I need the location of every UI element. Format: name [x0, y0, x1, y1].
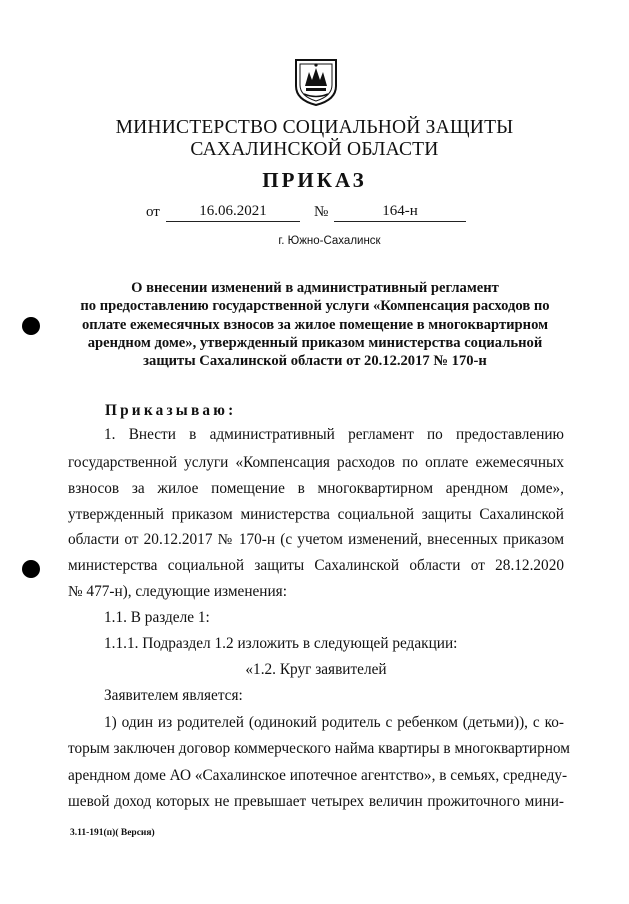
body-line: 1. Внести в административный регламент по предоставлению	[104, 426, 564, 443]
body-line: Заявителем является:	[104, 687, 243, 704]
subject-line-1: О внесении изменений в административный регламент	[131, 280, 499, 296]
city-name: г. Южно-Сахалинск	[278, 235, 381, 247]
date-number-row	[0, 203, 629, 225]
version-footer: 3.11-191(п)( Версия)	[70, 828, 155, 838]
punch-hole	[22, 317, 40, 335]
body-line: 1.1.1. Подраздел 1.2 изложить в следующей редакции:	[104, 635, 458, 652]
body-line: государственной услуги «Компенсация расходов по оплате ежемесячных	[68, 454, 564, 471]
date-field: 16.06.2021	[166, 203, 300, 222]
order-subject	[60, 279, 570, 370]
body-line: 1.1. В разделе 1:	[104, 609, 210, 626]
subject-line-2: по предоставлению государственной услуги «Компенсация расходов по	[80, 298, 550, 315]
coat-of-arms-emblem	[292, 56, 340, 106]
number-field: 164-н	[334, 203, 466, 222]
body-line: утвержденный приказом министерства социальной защиты Сахалинской	[68, 506, 564, 523]
date-label: от	[146, 204, 160, 220]
body-line: 1) один из родителей (одинокий родитель с ребенком (детьми)), с ко-	[104, 714, 564, 731]
ministry-line-1: МИНИСТЕРСТВО СОЦИАЛЬНОЙ ЗАЩИТЫ	[115, 117, 514, 138]
subject-line-3: оплате ежемесячных взносов за жилое помещение в многоквартирном	[81, 316, 549, 333]
body-line: министерства социальной защиты Сахалинской области от 28.12.2020	[68, 557, 564, 574]
city-line	[0, 235, 629, 247]
body-line: № 477-н), следующие изменения:	[68, 583, 287, 600]
punch-hole	[22, 560, 40, 578]
ministry-line-2: САХАЛИНСКОЙ ОБЛАСТИ	[190, 139, 439, 160]
body-line: «1.2. Круг заявителей	[245, 661, 387, 678]
subject-line-5: защиты Сахалинской области от 20.12.2017 № 170-н	[143, 353, 487, 370]
order-title: ПРИКАЗ	[262, 168, 367, 192]
body-line: арендном доме АО «Сахалинское ипотечное агентство», в семьях, среднеду-	[68, 767, 568, 784]
body-line: торым заключен договор коммерческого найма квартиры в многоквартирном	[68, 740, 570, 757]
body-line: взносов за жилое помещение в многоквартирном арендном доме»,	[68, 480, 564, 497]
prikazyvayu-heading: Приказываю:	[105, 402, 237, 419]
subject-line-4: арендном доме», утвержденный приказом министерства социальной	[87, 334, 543, 351]
body-line: шевой доход которых не превышает четырех величин прожиточного мини-	[68, 793, 564, 810]
ministry-name	[0, 117, 629, 161]
body-line: области от 20.12.2017 № 170-н (с учетом изменений, внесенных приказом	[68, 531, 564, 548]
number-label: №	[314, 204, 329, 220]
